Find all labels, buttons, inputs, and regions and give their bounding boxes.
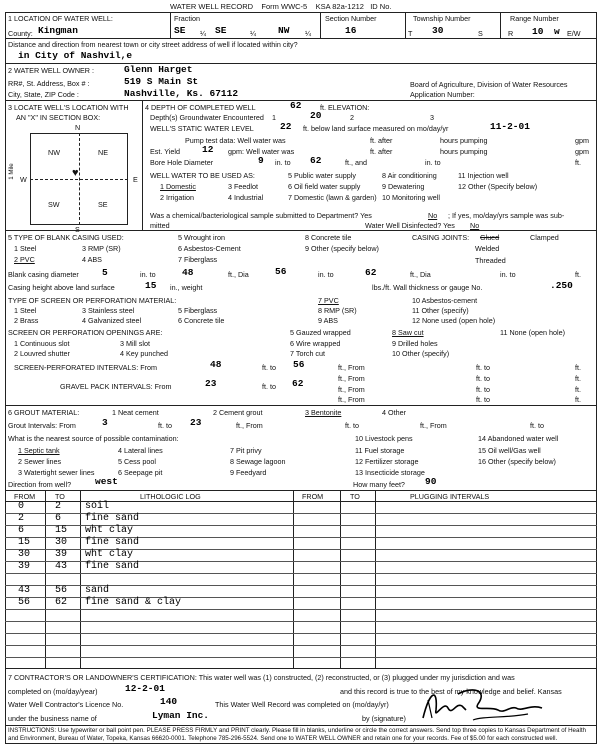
pump-gpm: gpm [575, 136, 589, 145]
log-row-from: 43 [18, 585, 31, 596]
source-14[interactable]: 14 Abandoned water well [478, 434, 559, 443]
rule [5, 668, 597, 669]
gw-2-num: 2 [350, 113, 354, 122]
form-number: Form WWC-5 [261, 2, 308, 11]
rule [375, 490, 376, 668]
rule [5, 490, 597, 491]
diameter-1-to[interactable]: 48 [182, 267, 194, 278]
pump-label: Pump test data: Well water was [185, 136, 286, 145]
log-row-from: 39 [18, 561, 31, 572]
screen-6[interactable]: 6 Concrete tile [178, 316, 225, 325]
grout-ft-to: ft. to [158, 421, 172, 430]
gw-3-num: 3 [430, 113, 434, 122]
rule [500, 12, 501, 38]
cert-line-2b: and this record is true to the best of my knowledge and belief. Kansas [340, 687, 562, 696]
bore-value[interactable]: 9 [258, 155, 264, 166]
quarter-2: ¼ [250, 29, 256, 38]
casing-5[interactable]: 5 Wrought iron [178, 233, 226, 242]
chem-rest: ; If yes, mo/day/yrs sample was sub- [448, 211, 565, 220]
section-label: Section Number [325, 14, 377, 23]
use-8[interactable]: 8 Air conditioning [382, 171, 437, 180]
grout-4[interactable]: 4 Other [382, 408, 406, 417]
casing-8[interactable]: 8 Concrete tile [305, 233, 352, 242]
range-label: Range Number [510, 14, 559, 23]
screen-interval-ft-to-2: ft. to [476, 363, 490, 372]
quadrant-ne: NE [98, 148, 108, 157]
log-row-from: 0 [18, 501, 25, 512]
rule [5, 633, 597, 634]
chem-mitted: mitted [150, 221, 170, 230]
s2-label: 2 WATER WELL OWNER : [8, 66, 94, 75]
address-value[interactable]: 519 S Main St [124, 76, 199, 87]
joints-label: CASING JOINTS: [412, 233, 470, 242]
s3-label-2: AN "X" IN SECTION BOX: [16, 113, 101, 122]
casing-3[interactable]: 3 RMP (SR) [82, 244, 121, 253]
pump-after: ft. after [370, 136, 393, 145]
direction-label: Direction from well? [8, 480, 72, 489]
depth-value[interactable]: 62 [290, 100, 302, 111]
rule [80, 490, 81, 668]
compass-n: N [75, 123, 81, 132]
diameter-ft: ft. [575, 270, 581, 279]
perf-9[interactable]: 9 Drilled holes [392, 339, 438, 348]
log-row-to: 2 [55, 501, 62, 512]
perf-label: SCREEN OR PERFORATION OPENINGS ARE: [8, 328, 163, 337]
log-row-to: 43 [55, 561, 68, 572]
well-location-mark: ♥ [72, 167, 79, 179]
gravel-ft-from: ft., From [338, 385, 365, 394]
elevation-label: ft. ELEVATION: [320, 103, 370, 112]
screen-interval-ft-to: ft. to [262, 363, 276, 372]
grout-from[interactable]: 3 [102, 417, 108, 428]
form-title: WATER WELL RECORD [170, 2, 254, 11]
grout-interval-label: Grout Intervals: From [8, 421, 76, 430]
screen-interval-to[interactable]: 56 [293, 359, 305, 370]
rule [293, 490, 294, 668]
source-7[interactable]: 7 Pit privy [230, 446, 262, 455]
screen-12[interactable]: 12 None used (open hole) [412, 316, 496, 325]
source-16[interactable]: 16 Other (specify below) [478, 457, 556, 466]
height-value[interactable]: 15 [145, 280, 157, 291]
grout-1[interactable]: 1 Neat cement [112, 408, 159, 417]
casing-6[interactable]: 6 Asbestos-Cement [178, 244, 241, 253]
screen-interval-ft-from-2: ft., From [338, 374, 365, 383]
grout-ft-from-2: ft., From [420, 421, 447, 430]
log-lith-header: LITHOLOGIC LOG [140, 492, 201, 501]
compass-e: E [133, 175, 138, 184]
grout-to[interactable]: 23 [190, 417, 202, 428]
log-row-desc: fine sand [85, 561, 140, 572]
quarter-3: ¼ [305, 29, 311, 38]
chem-label: Was a chemical/bacteriological sample submitted to Department? Yes [150, 211, 372, 220]
source-4[interactable]: 4 Lateral lines [118, 446, 163, 455]
log-row-desc: wht clay [85, 549, 134, 560]
log-row-desc: soil [85, 501, 110, 512]
city-label: City, State, ZIP Code : [8, 90, 79, 99]
mile-label: 1 Mile [7, 163, 15, 180]
compass-s: S [75, 225, 80, 234]
rule [320, 12, 321, 38]
s3-label: 3 LOCATE WELL'S LOCATION WITH [8, 103, 129, 112]
township-t: T [408, 29, 413, 38]
log-row-to: 15 [55, 525, 68, 536]
source-1[interactable]: 1 Septic tank [18, 446, 60, 455]
screen-10[interactable]: 10 Asbestos-cement [412, 296, 478, 305]
rule [340, 490, 341, 668]
s1-label: 1 LOCATION OF WATER WELL: [8, 14, 113, 23]
rule [5, 621, 597, 622]
screen-interval-ft-from: ft., From [338, 363, 365, 372]
cert-line-1: 7 CONTRACTOR'S OR LANDOWNER'S CERTIFICATION: This water well was (1) constructed, (2) reconstructed, or (3) plugged under my jurisdiction and was [8, 673, 515, 682]
cert-licence-value[interactable]: 140 [160, 696, 178, 707]
township-s: S [478, 29, 483, 38]
form-header [170, 2, 391, 11]
bore-in-to: in. to [275, 158, 291, 167]
casing-2[interactable]: 2 PVC [14, 255, 35, 264]
rule [405, 12, 406, 38]
bore-label: Bore Hole Diameter [150, 158, 214, 167]
perf-11[interactable]: 11 None (open hole) [500, 328, 565, 337]
source-12[interactable]: 12 Fertilizer storage [355, 457, 419, 466]
log-row-desc: wht clay [85, 525, 134, 536]
perf-8[interactable]: 8 Saw cut [392, 328, 424, 337]
rule [30, 179, 128, 180]
source-3[interactable]: 3 Watertight sewer lines [18, 468, 95, 477]
grout-ft-from: ft., From [236, 421, 263, 430]
source-9[interactable]: 9 Feedyard [230, 468, 267, 477]
screen-2[interactable]: 2 Brass [14, 316, 39, 325]
joints-glued[interactable]: Glued [480, 233, 500, 242]
cert-completed-date[interactable]: 12-2-01 [125, 683, 165, 694]
bore-ft-and: ft., and [345, 158, 367, 167]
log-row-from: 2 [18, 513, 25, 524]
static-value[interactable]: 22 [280, 121, 292, 132]
instructions: INSTRUCTIONS: Use typewriter or ball point pen. PLEASE PRESS FIRMLY and PRINT clearly. Please fill in blanks, underline or circle the correct answers. Send top three copies to Kansas Department of Health and Environment, Bureau of Water, Topeka, Kansas 66620-0001. Telephone 785-296-5524. Send one to WATER WELL OWNER and retain one for your records. Fee of $5.00 for each constructed well. [8, 727, 586, 742]
rule [5, 63, 597, 64]
plug-header: PLUGGING INTERVALS [410, 492, 490, 501]
cert-business-label: under the business name of [8, 714, 97, 723]
log-from-header: FROM [14, 492, 36, 501]
township-value[interactable]: 30 [432, 25, 444, 36]
rule [5, 573, 597, 574]
grout-ft-to-3: ft. to [530, 421, 544, 430]
source-11[interactable]: 11 Fuel storage [355, 446, 405, 455]
source-6[interactable]: 6 Seepage pit [118, 468, 163, 477]
county-value[interactable]: Kingman [38, 25, 78, 36]
screen-3[interactable]: 3 Stainless steel [82, 306, 135, 315]
yield-after: ft. after [370, 147, 393, 156]
diameter-in-to-2: in. to [318, 270, 334, 279]
source-10[interactable]: 10 Livestock pens [355, 434, 413, 443]
log-row-desc: fine sand [85, 513, 140, 524]
diameter-label: Blank casing diameter [8, 270, 79, 279]
yield-hours: hours pumping [440, 147, 488, 156]
log-row-desc: fine sand & clay [85, 597, 182, 608]
yield-gpm: gpm [575, 147, 589, 156]
diameter-in-to: in. to [140, 270, 156, 279]
rule [5, 609, 597, 610]
screen-interval-from[interactable]: 48 [210, 359, 222, 370]
screen-intervals-label: SCREEN-PERFORATED INTERVALS: From [14, 363, 157, 372]
gravel-ft-to-3: ft. to [476, 395, 490, 404]
bore-ft: ft. [575, 158, 581, 167]
use-1[interactable]: 1 Domestic [160, 182, 196, 191]
height-rest: in., weight [170, 283, 203, 292]
rule [142, 100, 143, 230]
perf-2[interactable]: 2 Louvred shutter [14, 349, 70, 358]
casing-7[interactable]: 7 Fiberglass [178, 255, 218, 264]
disinfected-no[interactable]: No [470, 221, 480, 230]
diameter-ft-dia-2: ft., Dia [410, 270, 431, 279]
yield-value[interactable]: 12 [202, 144, 214, 155]
joints-clamped[interactable]: Clamped [530, 233, 559, 242]
quarter-1: ¼ [200, 29, 206, 38]
quadrant-nw: NW [48, 148, 60, 157]
casing-4[interactable]: 4 ABS [82, 255, 102, 264]
screen-5[interactable]: 5 Fiberglass [178, 306, 218, 315]
rule [5, 38, 597, 39]
gauge-label: lbs./ft. Wall thickness or gauge No. [372, 283, 483, 292]
perf-1[interactable]: 1 Continuous slot [14, 339, 70, 348]
diameter-2-to[interactable]: 62 [365, 267, 377, 278]
use-4[interactable]: 4 Industrial [228, 193, 264, 202]
use-11[interactable]: 11 Injection well [458, 171, 509, 180]
cert-line-3b: This Water Well Record was completed on (mo/day/yr) [215, 700, 389, 709]
compass-w: W [20, 175, 27, 184]
log-row-from: 15 [18, 537, 31, 548]
casing-1[interactable]: 1 Steel [14, 244, 37, 253]
perf-3[interactable]: 3 Mill slot [120, 339, 150, 348]
rule [5, 645, 597, 646]
source-15[interactable]: 15 Oil well/Gas well [478, 446, 541, 455]
gravel-from[interactable]: 23 [205, 378, 217, 389]
cert-licence-label: Water Well Contractor's Licence No. [8, 700, 124, 709]
board-text: Board of Agriculture, Division of Water Resources [410, 80, 568, 89]
plug-to-header: TO [350, 492, 360, 501]
log-to-header: TO [55, 492, 65, 501]
gravel-ft-2: ft. [575, 395, 581, 404]
id-label: ID No. [370, 2, 392, 11]
s6-label: 6 GROUT MATERIAL: [8, 408, 80, 417]
rule [5, 405, 597, 406]
yield-rest: gpm: Well water was [228, 147, 295, 156]
distance-label: Distance and direction from nearest town or city street address of well if located within city? [8, 40, 298, 49]
section-value[interactable]: 16 [345, 25, 357, 36]
static-date[interactable]: 11-2-01 [490, 121, 530, 132]
plug-from-header: FROM [302, 492, 324, 501]
source-5[interactable]: 5 Cess pool [118, 457, 156, 466]
log-row-desc: sand [85, 585, 110, 596]
source-label: What is the nearest source of possible contamination: [8, 434, 179, 443]
fraction-1[interactable]: SE [174, 25, 186, 36]
log-row-to: 62 [55, 597, 68, 608]
s4-label: 4 DEPTH OF COMPLETED WELL [145, 103, 256, 112]
gravel-to[interactable]: 62 [292, 378, 304, 389]
city-value[interactable]: Nashville, Ks. 67112 [124, 88, 239, 99]
address-label: RR#, St. Address, Box # : [8, 79, 90, 88]
perf-10[interactable]: 10 Other (specify) [392, 349, 450, 358]
source-13[interactable]: 13 Insecticide storage [355, 468, 425, 477]
owner-value[interactable]: Glenn Harget [124, 64, 193, 75]
joints-threaded[interactable]: Threaded [475, 256, 506, 265]
source-2[interactable]: 2 Sewer lines [18, 457, 62, 466]
diameter-1[interactable]: 5 [102, 267, 108, 278]
joints-welded[interactable]: Welded [475, 244, 500, 253]
log-row-from: 56 [18, 597, 31, 608]
screen-7[interactable]: 7 PVC [318, 296, 339, 305]
log-row-to: 56 [55, 585, 68, 596]
cert-business-value[interactable]: Lyman Inc. [152, 710, 210, 721]
screen-label: TYPE OF SCREEN OR PERFORATION MATERIAL: [8, 296, 177, 305]
s5-label: 5 TYPE OF BLANK CASING USED: [8, 233, 124, 242]
county-label: County: [8, 29, 33, 38]
log-row-from: 6 [18, 525, 25, 536]
rule [5, 230, 597, 231]
gravel-label: GRAVEL PACK INTERVALS: From [60, 382, 172, 391]
bore-to-value[interactable]: 62 [310, 155, 322, 166]
casing-9[interactable]: 9 Other (specify below) [305, 244, 379, 253]
groundwater-label: Depth(s) Groundwater Encountered [150, 113, 264, 122]
gravel-ft-to: ft. to [262, 382, 276, 391]
use-5[interactable]: 5 Public water supply [288, 171, 356, 180]
perf-6[interactable]: 6 Wire wrapped [290, 339, 341, 348]
feet-label: How many feet? [353, 480, 405, 489]
use-6[interactable]: 6 Oil field water supply [288, 182, 361, 191]
screen-1[interactable]: 1 Steel [14, 306, 37, 315]
use-9[interactable]: 9 Dewatering [382, 182, 425, 191]
log-row-to: 39 [55, 549, 68, 560]
static-label: WELL'S STATIC WATER LEVEL [150, 124, 254, 133]
fraction-3[interactable]: NW [278, 25, 290, 36]
range-ew: E/W [567, 29, 581, 38]
grout-2[interactable]: 2 Cement grout [213, 408, 263, 417]
gravel-ft-to-2: ft. to [476, 385, 490, 394]
gw-1-num: 1 [272, 113, 276, 122]
application-label: Application Number: [410, 90, 475, 99]
diameter-ft-dia: ft., Dia [228, 270, 249, 279]
grout-ft-to-2: ft. to [345, 421, 359, 430]
screen-8[interactable]: 8 RMP (SR) [318, 306, 357, 315]
screen-interval-ft: ft. [575, 363, 581, 372]
use-12[interactable]: 12 Other (Specify below) [458, 182, 538, 191]
rule [170, 12, 171, 38]
screen-11[interactable]: 11 Other (specify) [412, 306, 469, 315]
disinfected-label: Water Well Disinfected? Yes [365, 221, 455, 230]
use-label: WELL WATER TO BE USED AS: [150, 171, 255, 180]
use-2[interactable]: 2 Irrigation [160, 193, 194, 202]
log-row-from: 30 [18, 549, 31, 560]
screen-9[interactable]: 9 ABS [318, 316, 338, 325]
bore-in-to-2: in. to [425, 158, 441, 167]
cert-completed-label: completed on (mo/day/year) [8, 687, 98, 696]
gravel-ft: ft. [575, 385, 581, 394]
height-label: Casing height above land surface [8, 283, 115, 292]
log-row-desc: fine sand [85, 537, 140, 548]
gravel-ft-from-2: ft., From [338, 395, 365, 404]
gauge-value[interactable]: .250 [550, 280, 573, 291]
range-value[interactable]: 10 [532, 26, 544, 37]
township-label: Township Number [413, 14, 471, 23]
grout-3[interactable]: 3 Bentonite [305, 408, 342, 417]
screen-interval-ft-2: ft. [575, 374, 581, 383]
fraction-label: Fraction [174, 14, 200, 23]
perf-4[interactable]: 4 Key punched [120, 349, 168, 358]
distance-value[interactable]: in City of Nashvil,e [18, 50, 133, 61]
log-row-to: 30 [55, 537, 68, 548]
feet-value[interactable]: 90 [425, 476, 437, 487]
quadrant-se: SE [98, 200, 108, 209]
chem-no[interactable]: No [428, 211, 438, 220]
direction-value[interactable]: west [95, 476, 118, 487]
screen-4[interactable]: 4 Galvanized steel [82, 316, 142, 325]
fraction-2[interactable]: SE [215, 25, 227, 36]
diameter-in-to-3: in. to [500, 270, 516, 279]
source-8[interactable]: 8 Sewage lagoon [230, 457, 286, 466]
screen-interval-ft-to-3: ft. to [476, 374, 490, 383]
cert-signature-label: by (signature) [362, 714, 406, 723]
signature [418, 680, 548, 724]
use-3[interactable]: 3 Feedlot [228, 182, 258, 191]
static-rest: ft. below land surface measured on mo/day/yr [303, 124, 449, 133]
perf-7[interactable]: 7 Torch cut [290, 349, 326, 358]
range-direction[interactable]: w [554, 26, 560, 37]
range-r: R [508, 29, 514, 38]
rule [5, 657, 597, 658]
rule [45, 490, 46, 668]
diameter-2[interactable]: 56 [275, 266, 287, 277]
ksa-number: KSA 82a-1212 [315, 2, 364, 11]
use-7[interactable]: 7 Domestic (lawn & garden) [288, 193, 377, 202]
quadrant-sw: SW [48, 200, 60, 209]
rule [5, 725, 597, 726]
perf-5[interactable]: 5 Gauzed wrapped [290, 328, 351, 337]
pump-hours: hours pumping [440, 136, 488, 145]
yield-label: Est. Yield [150, 147, 180, 156]
use-10[interactable]: 10 Monitoring well [382, 193, 440, 202]
log-row-to: 6 [55, 513, 62, 524]
gw-1-value[interactable]: 20 [310, 110, 322, 121]
